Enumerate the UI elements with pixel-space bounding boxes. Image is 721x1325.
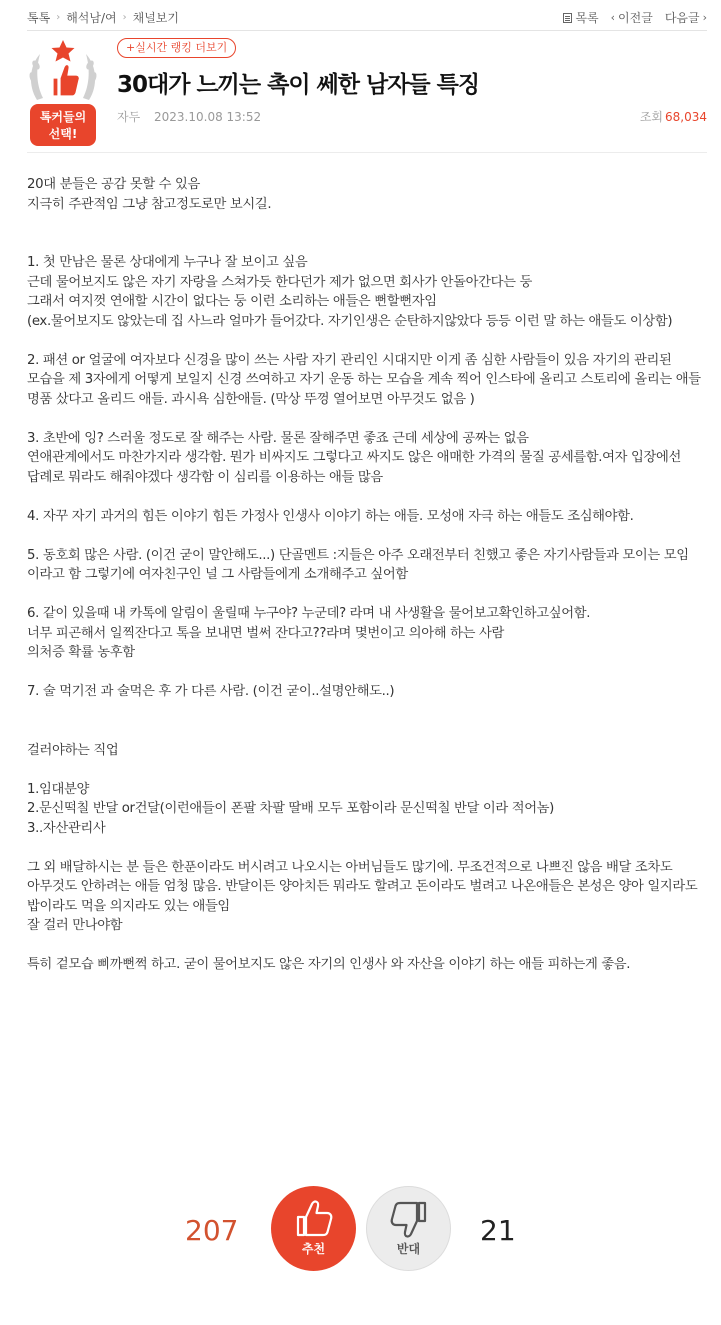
header-divider	[27, 30, 707, 31]
realtime-ranking-button[interactable]: +실시간 랭킹 더보기	[117, 38, 236, 58]
post-body: 20대 분들은 공감 못할 수 있음 지극히 주관적임 그냥 참고정도로만 보시길. 1. 첫 만남은 물론 상대에게 누구나 잘 보이고 싶음 근데 물어보지도 않은 자기 자랑을 스쳐가듯 한다던가 제가 없으면 회사가 안돌아간다는 둥 그래서 여지껏 연애할 시간이 없다는 둥 이런 소리하는 애들은 뻔할뻔자임 (ex.물어보지도 않았는데 집 사느라 얼마가 들어갔다. 자기인생은 순탄하지않았다 등등 이런 말 하는 애들도 이상함) 2. 패션 or 얼굴에 여자보다 신경을 많이 쓰는 사람 자기 관리인 시대지만 이게 좀 심한 사람들이 있음 자기의 관리된 모습을 제 3자에게 어떻게 보일지 신경 쓰여하고 자기 운동 하는 모습을 계속 찍어 인스타에 올리고 스토리에 올리는 애들 명품 샀다고 올리드 애들. 과시욕 심한애들. (막상 뚜껑 열어보면 아무것도 없음 ) 3. 초반에 잉? 스러울 정도로 잘 해주는 사람. 물론 잘해주면 좋죠 근데 세상에 공짜는 없음 연애관계에서도 마찬가지라 생각함. 뭔가 비싸지도 그렇다고 싸지도 않은 애매한 가격의 물질 공세를함.여자 입장에선 답례로 뭐라도 해줘야겠다 생각함 이 심리를 이용하는 애들 많음 4. 자꾸 자기 과거의 힘든 이야기 힘든 가정사 인생사 이야기 하는 애들. 모성애 자극 하는 애들도 조심해야함. 5. 동호회 많은 사람. (이건 굳이 말안해도...) 단골멘트 :지들은 아주 오래전부터 친했고 좋은 자기사람들과 모이는 모임 이라고 함 그렇기에 여자친구인 널 그 사람들에게 소개해주고 싶어함 6. 같이 있을때 내 카톡에 알림이 울릴때 누구야? 누군데? 라며 내 사생활을 물어보고확인하고싶어함. 너무 피곤해서 일찍잔다고 톡을 보내면 벌써 잔다고??라며 몇번이고 의아해 하는 사람 의처증 확률 농후함 7. 술 먹기전 과 술먹은 후 가 다른 사람. (이건 굳이..설명안해도..) 걸러야하는 직업 1.임대분양 2.문신떡칠 반달 or건달(이런애들이 폰팔 차팔 딸배 모두 포함이라 문신떡칠 반달 이라 적어놈) 3..자산관리사 그 외 배달하시는 분 들은 한푼이라도 버시려고 나오시는 아버님들도 많기에. 무조건적으로 나쁘진 않음 배달 조차도 아무것도 안하려는 애들 엄청 많음. 반달이든 양아치든 뭐라도 할려고 돈이라도 벌려고 나온애들은 본성은 양아 일지라도 밥이라도 먹을 의지라도 있는 애들임 잘 걸러 만나야함 특히 겉모습 삐까뻔쩍 하고. 굳이 물어보지도 않은 자기의 인생사 와 자산을 이야기 하는 애들 피하는게 좋음.	[27, 177, 701, 972]
post-meta	[117, 108, 261, 125]
next-post-button[interactable]	[665, 9, 707, 26]
badge-text-line2: 선택!	[48, 127, 78, 141]
list-button[interactable]	[563, 9, 598, 26]
star-icon	[52, 40, 75, 62]
downvote-button[interactable]	[366, 1186, 451, 1271]
chevron-right-icon: ›	[702, 11, 707, 24]
vote-area	[0, 1186, 721, 1276]
talkers-choice-badge	[23, 38, 103, 148]
breadcrumb-item-category[interactable]: 해석남/여	[66, 11, 117, 25]
breadcrumb	[27, 9, 179, 26]
chevron-left-icon: ‹	[610, 11, 616, 24]
thumbs-down-icon	[389, 1200, 429, 1238]
next-post-label: 다음글	[664, 11, 700, 25]
list-button-label: 목록	[575, 11, 599, 25]
post-date: 2023.10.08 13:52	[154, 110, 262, 124]
view-count-value: 68,034	[665, 110, 707, 124]
upvote-count: 207	[185, 1214, 239, 1247]
chevron-right-icon: ›	[122, 12, 127, 23]
downvote-count: 21	[480, 1214, 516, 1247]
breadcrumb-item-talk[interactable]: 톡톡	[27, 11, 51, 25]
post-navigation	[563, 9, 707, 26]
thumbs-up-icon	[294, 1200, 334, 1238]
prev-post-label: 이전글	[618, 11, 653, 25]
chevron-right-icon: ›	[56, 12, 61, 23]
breadcrumb-item-channel[interactable]: 채널보기	[132, 11, 179, 25]
badge-text-line1: 톡커들의	[39, 110, 87, 124]
view-count	[640, 108, 707, 125]
post-author[interactable]: 자두	[117, 110, 141, 124]
upvote-label: 추천	[301, 1242, 326, 1256]
view-count-label: 조회	[639, 110, 663, 124]
list-icon	[563, 13, 572, 23]
downvote-label: 반대	[396, 1242, 421, 1256]
upvote-button[interactable]	[271, 1186, 356, 1271]
meta-divider	[27, 152, 707, 153]
thumbs-up-icon	[53, 65, 79, 96]
prev-post-button[interactable]	[611, 9, 653, 26]
post-title: 30대가 느끼는 촉이 쎄한 남자들 특징	[117, 72, 480, 98]
